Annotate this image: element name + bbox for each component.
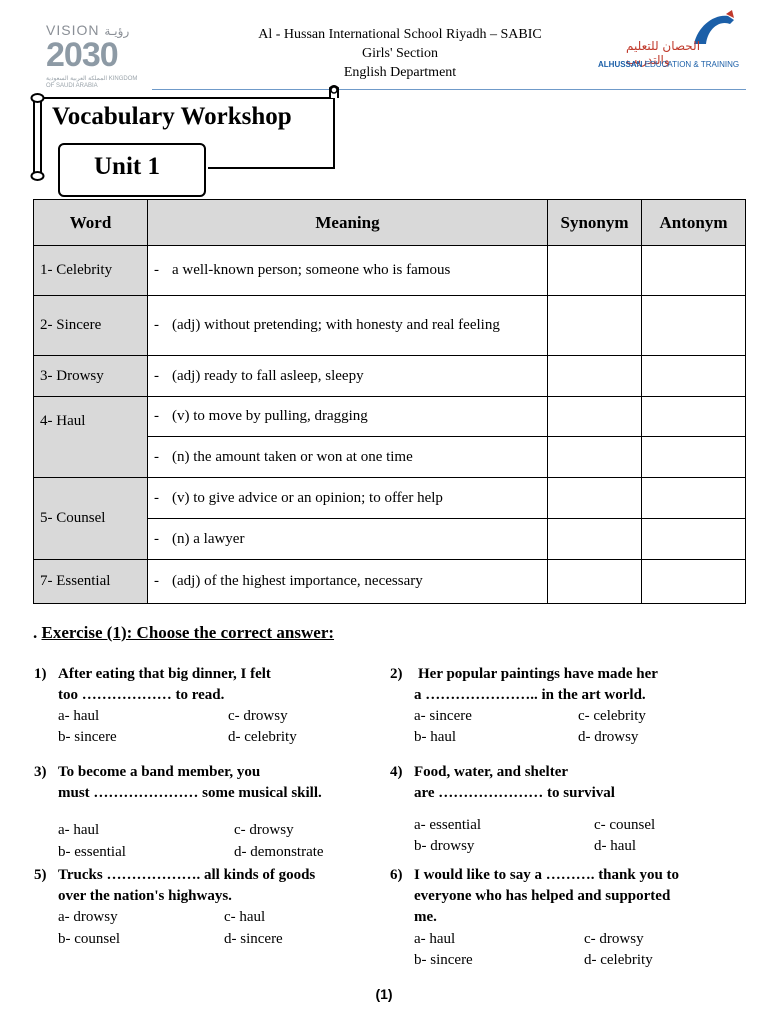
synonym-cell[interactable] xyxy=(548,560,642,604)
vision-arabic: رؤيـة xyxy=(104,24,130,38)
header-synonym: Synonym xyxy=(548,200,642,246)
option-a[interactable]: a- haul xyxy=(58,822,100,838)
question-stem: a ………………….. in the art world. xyxy=(414,687,646,703)
question-stem: Trucks ………………. all kinds of goods xyxy=(58,867,316,883)
word-cell: 1- Celebrity xyxy=(34,246,148,296)
synonym-cell[interactable] xyxy=(548,356,642,397)
vocabulary-table xyxy=(33,199,746,604)
option-c[interactable]: c- drowsy xyxy=(234,822,294,838)
option-a[interactable]: a- haul xyxy=(414,931,456,947)
meaning-dash: - xyxy=(154,262,159,278)
table-row xyxy=(34,356,746,397)
question-stem: everyone who has helped and supported xyxy=(414,888,671,904)
option-d[interactable]: d- demonstrate xyxy=(234,844,324,860)
meaning-cell xyxy=(148,397,548,437)
question-6 xyxy=(390,865,750,975)
school-section: Girls' Section xyxy=(361,46,438,61)
antonym-cell[interactable] xyxy=(642,519,746,560)
table-row xyxy=(34,397,746,437)
vision-word: VISION xyxy=(46,22,100,38)
meaning-cell xyxy=(148,560,548,604)
option-a[interactable]: a- sincere xyxy=(414,708,472,724)
word-cell: 3- Drowsy xyxy=(34,356,148,397)
antonym-cell[interactable] xyxy=(642,296,746,356)
meaning-cell xyxy=(148,437,548,478)
meaning-dash: - xyxy=(154,530,159,547)
meaning-text: (adj) of the highest importance, necessary xyxy=(172,573,423,589)
question-stem: After eating that big dinner, I felt xyxy=(58,666,271,682)
logo-brand: ALHUSSAN xyxy=(598,60,643,69)
option-b[interactable]: b- sincere xyxy=(414,952,473,968)
option-b[interactable]: b- haul xyxy=(414,729,457,745)
question-stem: To become a band member, you xyxy=(58,764,261,780)
synonym-cell[interactable] xyxy=(548,246,642,296)
synonym-cell[interactable] xyxy=(548,437,642,478)
meaning-dash: - xyxy=(154,573,159,589)
antonym-cell[interactable] xyxy=(642,356,746,397)
question-number: 4) xyxy=(390,764,403,780)
header-word: Word xyxy=(34,200,148,246)
question-number: 6) xyxy=(390,867,403,883)
meaning-cell xyxy=(148,296,548,356)
option-d[interactable]: d- haul xyxy=(594,838,637,854)
question-number: 5) xyxy=(34,867,47,883)
option-d[interactable]: d- celebrity xyxy=(584,952,653,968)
question-3 xyxy=(34,762,384,862)
question-stem: I would like to say a ………. thank you to xyxy=(414,867,680,883)
meaning-text: (adj) without pretending; with honesty and real feeling xyxy=(172,317,500,333)
question-number: 2) xyxy=(390,666,403,682)
question-number: 1) xyxy=(34,666,47,682)
antonym-cell[interactable] xyxy=(642,246,746,296)
option-b[interactable]: b- sincere xyxy=(58,729,117,745)
meaning-cell xyxy=(148,478,548,519)
word-cell: 2- Sincere xyxy=(34,296,148,356)
meaning-cell xyxy=(148,519,548,560)
logo-arabic: الحصان للتعليم والتدريب xyxy=(626,39,701,67)
header-antonym: Antonym xyxy=(642,200,746,246)
meaning-dash: - xyxy=(154,448,159,465)
option-a[interactable]: a- drowsy xyxy=(58,909,118,925)
synonym-cell[interactable] xyxy=(548,519,642,560)
meaning-dash: - xyxy=(154,317,159,333)
meaning-dash: - xyxy=(154,489,159,506)
option-d[interactable]: d- drowsy xyxy=(578,729,639,745)
question-5 xyxy=(34,865,384,955)
workshop-title: Vocabulary Workshop xyxy=(52,103,292,130)
school-name: Al - Hussan International School Riyadh – SABIC xyxy=(258,27,542,42)
word-cell: 5- Counsel xyxy=(34,478,148,560)
question-stem: Her popular paintings have made her xyxy=(418,666,658,682)
question-stem: too ……………… to read. xyxy=(58,687,225,703)
unit-label: Unit 1 xyxy=(94,153,160,180)
option-d[interactable]: d- celebrity xyxy=(228,729,297,745)
synonym-cell[interactable] xyxy=(548,296,642,356)
table-row xyxy=(34,560,746,604)
vision-year: 2030 xyxy=(46,36,118,74)
meaning-text: (v) to move by pulling, dragging xyxy=(172,408,368,424)
question-1 xyxy=(34,664,374,764)
question-stem: must ………………… some musical skill. xyxy=(58,785,322,801)
header-meaning: Meaning xyxy=(148,200,548,246)
option-b[interactable]: b- drowsy xyxy=(414,838,475,854)
option-c[interactable]: c- haul xyxy=(224,909,266,925)
question-stem: Food, water, and shelter xyxy=(414,764,569,780)
antonym-cell[interactable] xyxy=(642,437,746,478)
exercise-lead: . xyxy=(33,623,38,642)
table-header-row xyxy=(34,200,746,246)
option-c[interactable]: c- drowsy xyxy=(584,931,644,947)
meaning-text: (adj) ready to fall asleep, sleepy xyxy=(172,367,364,384)
antonym-cell[interactable] xyxy=(642,478,746,519)
exercise-heading xyxy=(33,623,334,643)
table-row xyxy=(34,296,746,356)
table-row xyxy=(34,478,746,519)
meaning-text: (n) a lawyer xyxy=(172,530,245,547)
meaning-dash: - xyxy=(154,408,159,424)
word-cell: 7- Essential xyxy=(34,560,148,604)
school-department: English Department xyxy=(343,65,457,80)
page-number: (1) xyxy=(375,986,393,1002)
meaning-text: (v) to give advice or an opinion; to offer help xyxy=(172,489,443,506)
question-stem: over the nation's highways. xyxy=(58,888,232,904)
meaning-text: (n) the amount taken or won at one time xyxy=(172,448,413,465)
option-c[interactable]: c- counsel xyxy=(594,817,656,833)
question-stem: me. xyxy=(414,909,437,925)
option-a[interactable]: a- essential xyxy=(414,817,482,833)
option-d[interactable]: d- sincere xyxy=(224,931,283,947)
option-a[interactable]: a- haul xyxy=(58,708,100,724)
vision-2030-logo xyxy=(46,22,146,90)
table-row xyxy=(34,246,746,296)
option-c[interactable]: c- celebrity xyxy=(578,708,646,724)
meaning-cell xyxy=(148,246,548,296)
meaning-cell xyxy=(148,356,548,397)
question-2 xyxy=(390,664,750,764)
antonym-cell[interactable] xyxy=(642,560,746,604)
antonym-cell[interactable] xyxy=(642,397,746,437)
word-cell: 4- Haul xyxy=(34,397,148,478)
question-number: 3) xyxy=(34,764,47,780)
meaning-text: a well-known person; someone who is famous xyxy=(172,262,451,278)
alhussan-logo xyxy=(598,10,738,80)
meaning-dash: - xyxy=(154,367,159,384)
option-c[interactable]: c- drowsy xyxy=(228,708,288,724)
question-4 xyxy=(390,762,750,862)
option-b[interactable]: b- counsel xyxy=(58,931,121,947)
vision-subtitle: المملكة العربية السعودية KINGDOM OF SAUDI ARABIA xyxy=(46,76,138,89)
logo-tagline: EDUCATION & TRAINING xyxy=(644,60,740,69)
question-stem: are ………………… to survival xyxy=(414,785,615,801)
synonym-cell[interactable] xyxy=(548,478,642,519)
option-b[interactable]: b- essential xyxy=(58,844,126,860)
synonym-cell[interactable] xyxy=(548,397,642,437)
exercise-title: Exercise (1): Choose the correct answer: xyxy=(41,623,335,642)
